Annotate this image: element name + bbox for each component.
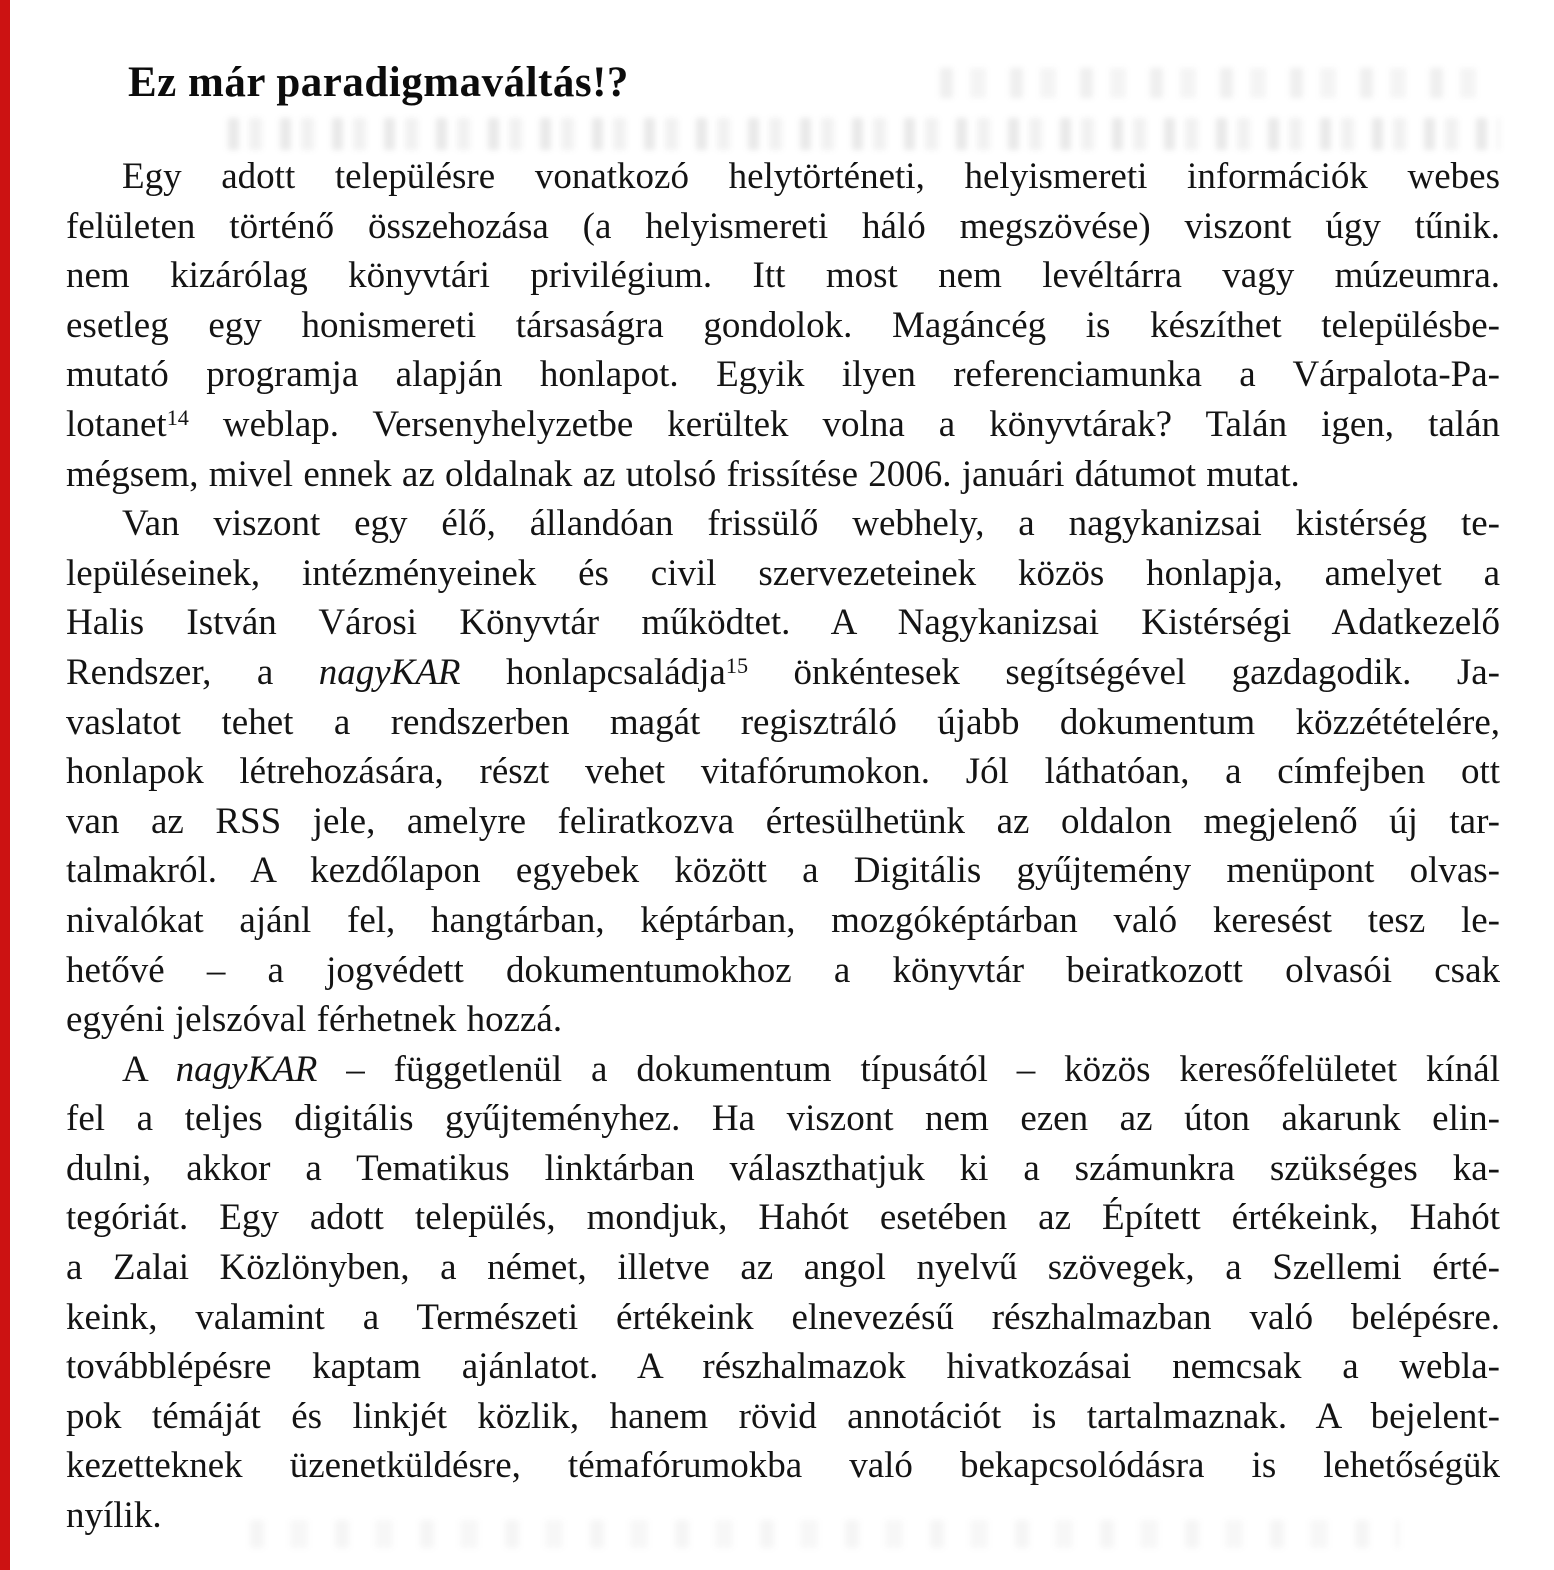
text-line: Van viszont egy élő, állandóan frissülő webhely, a nagykanizsai kistérség te- [122,503,1500,545]
text-line: mégsem, mivel ennek az oldalnak az utolsó frissítése 2006. januári dátumot mutat. [66,453,1300,495]
text-line: dulni, akkor a Tematikus linktárban választhatjuk ki a számunkra szükséges ka- [66,1147,1500,1189]
text-line: kezetteknek üzenetküldésre, témafórumokba való bekapcsolódásra is lehetőségük [66,1445,1500,1487]
text-line: fel a teljes digitális gyűjteményhez. Ha viszont nem ezen az úton akarunk elin- [66,1098,1500,1140]
text-line: Egy adott településre vonatkozó helytörténeti, helyismereti információk webes [122,156,1500,197]
text-line: továbblépésre kaptam ajánlatot. A részhalmazok hivatkozásai nemcsak a webla- [66,1346,1500,1388]
page-title: Ez már paradigmaváltás!? [128,59,629,106]
text-line: esetleg egy honismereti társaságra gondolok. Magáncég is készíthet településbe- [66,304,1500,346]
text-line: A nagyKAR – függetlenül a dokumentum típusától – közös keresőfelületet kínál [122,1048,1500,1090]
text-line: nyílik. [66,1495,162,1537]
text-line: nem kizárólag könyvtári privilégium. Itt most nem levéltárra vagy múzeumra. [66,255,1500,297]
bleed-through-ghost-text [228,118,1500,150]
text-line: felületen történő összehozása (a helyismereti háló megszövése) viszont úgy tűnik. [66,205,1500,247]
text-line: tegóriát. Egy adott település, mondjuk, Hahót esetében az Épített értékeink, Hahót [66,1197,1500,1239]
text-line: lotanet$^{14}$ weblap. Versenyhelyzetbe kerültek volna a könyvtárak? Talán igen, talán [66,403,1500,445]
text-line: pok témáját és linkjét közlik, hanem rövid annotációt is tartalmaznak. A bejelent- [66,1395,1500,1437]
text-line: hetővé – a jogvédett dokumentumokhoz a könyvtár beiratkozott olvasói csak [66,949,1500,991]
text-line: talmakról. A kezdőlapon egyebek között a Digitális gyűjtemény menüpont olvas- [66,850,1500,892]
bleed-through-ghost-text [940,68,1500,98]
text-line: vaslatot tehet a rendszerben magát regisztráló újabb dokumentum közzétételére, [66,701,1500,743]
text-line: nivalókat ajánl fel, hangtárban, képtárban, mozgóképtárban való keresést tesz le- [66,899,1500,941]
body-text [66,152,1500,1541]
text-line: Rendszer, a nagyKAR honlapcsaládja$^{15}$ önkéntesek segítségével gazdagodik. Ja- [66,651,1500,693]
text-line: lepüléseinek, intézményeinek és civil szervezeteinek közös honlapja, amelyet a [66,552,1500,594]
text-line: honlapok létrehozására, részt vehet vitafórumokon. Jól láthatóan, a címfejben ott [66,751,1500,793]
text-line: keink, valamint a Természeti értékeink elnevezésű részhalmazban való belépésre. [66,1296,1500,1338]
text-line: egyéni jelszóval férhetnek hozzá. [66,999,563,1041]
page-left-edge-bar [0,0,10,1570]
text-line: van az RSS jele, amelyre feliratkozva értesülhetünk az oldalon megjelenő új tar- [66,800,1500,842]
text-line: a Zalai Közlönyben, a német, illetve az angol nyelvű szövegek, a Szellemi érté- [66,1247,1500,1289]
text-line: mutató programja alapján honlapot. Egyik ilyen referenciamunka a Várpalota-Pa- [66,354,1500,396]
text-line: Halis István Városi Könyvtár működtet. A Nagykanizsai Kistérségi Adatkezelő [66,602,1500,644]
